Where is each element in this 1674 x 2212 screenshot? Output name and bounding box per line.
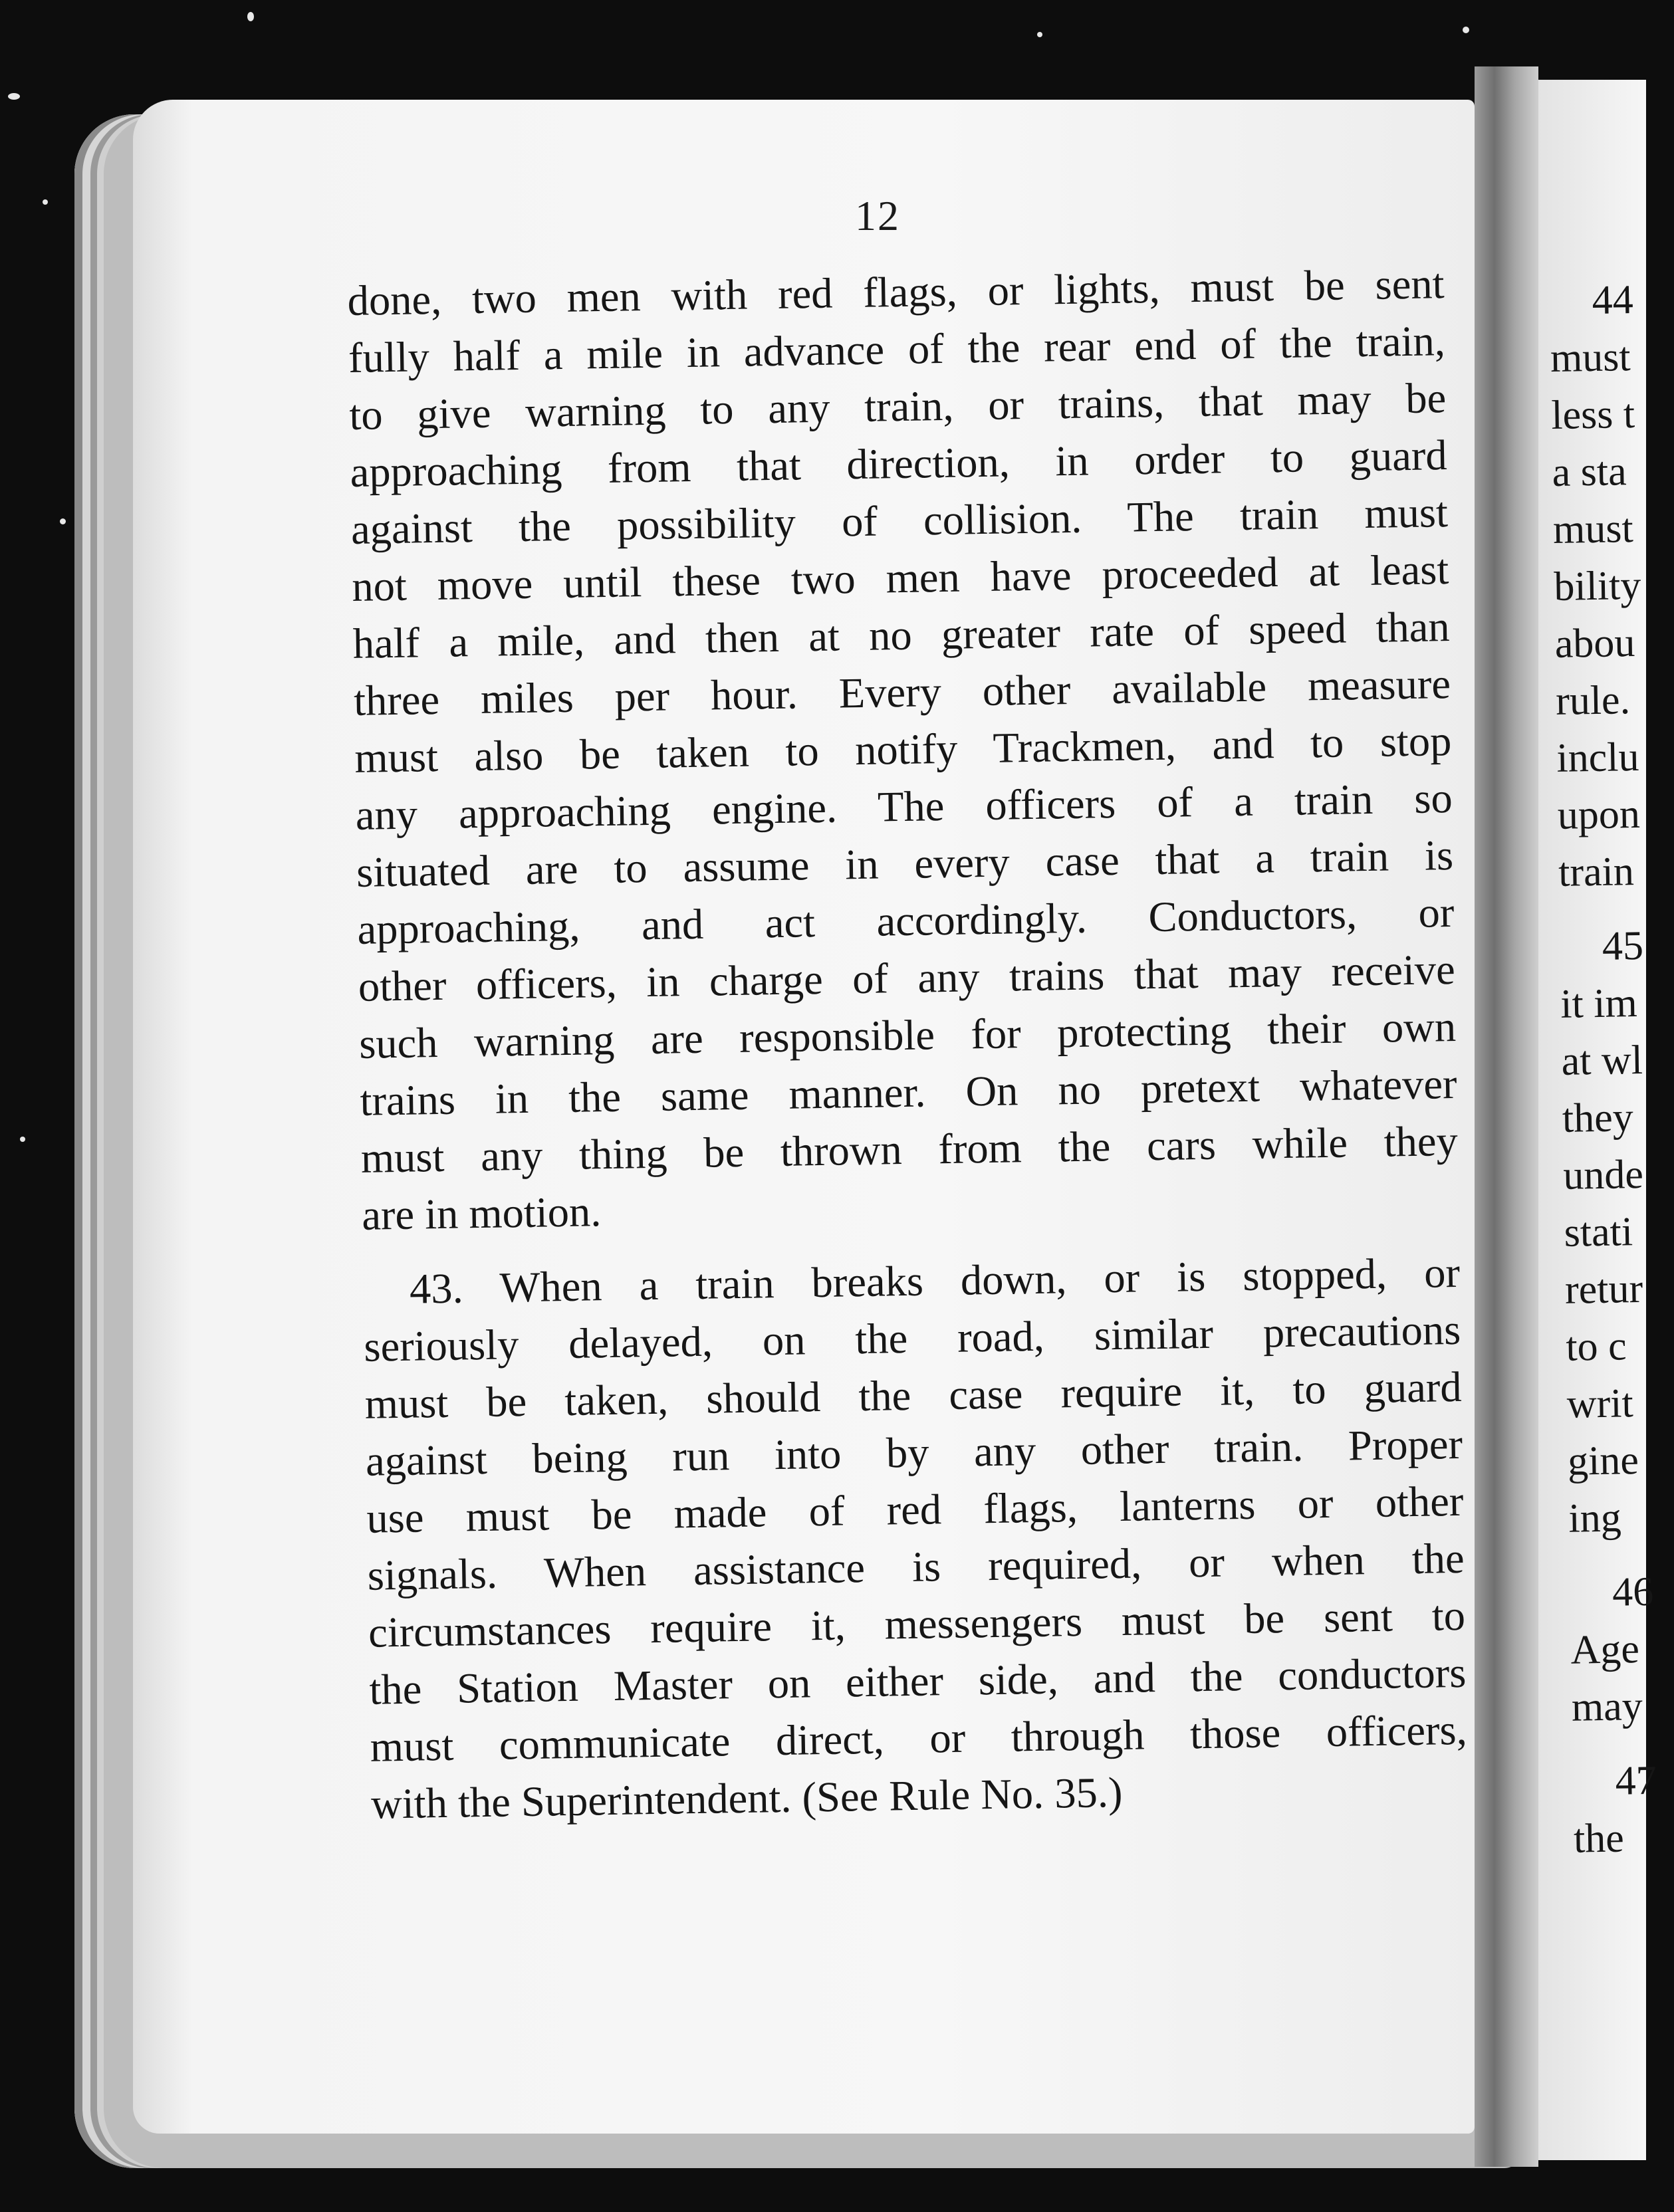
text-line: are in motion.: [361, 1188, 602, 1239]
text-fragment: must: [1552, 506, 1634, 552]
text-line: must any thing be thrown from the cars while they: [360, 1117, 1459, 1182]
text-fragment: inclu: [1556, 734, 1639, 781]
text-fragment: upon: [1557, 791, 1641, 838]
scan-speck: [60, 518, 66, 524]
text-line: to give warning to any train, or trains, that may be: [348, 374, 1447, 439]
text-fragment: rule.: [1555, 677, 1631, 724]
scan-speck: [43, 199, 48, 205]
text-line: three miles per hour. Every other available measure: [353, 660, 1451, 724]
text-line: 43. When a train breaks down, or is stopped, or: [409, 1248, 1461, 1313]
scan-speck: [20, 1137, 25, 1142]
text-line: fully half a mile in advance of the rear end of the train,: [348, 317, 1446, 382]
text-fragment: bility: [1553, 562, 1641, 609]
paragraph-rule-42-continuation: [347, 255, 1459, 1244]
text-fragment: 45: [1602, 923, 1644, 969]
text-line: approaching, and act accordingly. Conductors, or: [356, 888, 1455, 953]
text-line: against being run into by any other train. Proper: [365, 1420, 1463, 1485]
text-fragment: less t: [1550, 391, 1635, 438]
text-fragment: a sta: [1552, 449, 1627, 495]
text-fragment: 46: [1612, 1569, 1654, 1615]
book-gutter: [1475, 66, 1538, 2167]
text-fragment: stati: [1564, 1209, 1633, 1256]
scan-speck: [1037, 32, 1042, 37]
text-line: the Station Master on either side, and the conductors: [368, 1648, 1467, 1714]
text-fragment: they: [1562, 1095, 1634, 1141]
text-line: done, two men with red flags, or lights, must be sent: [347, 260, 1445, 324]
text-line: other officers, in charge of any trains that may receive: [358, 945, 1456, 1010]
text-line: must communicate direct, or through those officers,: [370, 1706, 1468, 1771]
text-line: use must be made of red flags, lanterns or other: [366, 1477, 1464, 1542]
right-paragraph-46: [1570, 1563, 1672, 1735]
text-fragment: retur: [1564, 1266, 1643, 1313]
text-line: approaching from that direction, in order to guard: [350, 431, 1448, 496]
page-number: 12: [855, 192, 900, 239]
text-line: trains in the same manner. On no pretext whatever: [360, 1059, 1457, 1125]
text-line: situated are to assume in every case that a train is: [356, 831, 1454, 896]
text-line: such warning are responsible for protecting their own: [358, 1002, 1457, 1067]
text-fragment: must: [1550, 334, 1631, 381]
text-line: with the Superintendent. (See Rule No. 35.): [370, 1768, 1123, 1828]
text-fragment: gine: [1567, 1438, 1639, 1484]
text-line: against the possibility of collision. The train must: [350, 489, 1449, 553]
text-fragment: 44: [1592, 277, 1634, 323]
text-line: half a mile, and then at no greater rate of speed than: [352, 603, 1451, 667]
text-fragment: writ: [1566, 1381, 1634, 1427]
text-line: any approaching engine. The officers of a train so: [355, 774, 1453, 839]
scan-speck: [247, 12, 254, 21]
right-paragraph-47: [1572, 1751, 1674, 1867]
right-paragraph-45: [1559, 917, 1669, 1547]
scan-speck: [1463, 27, 1469, 33]
text-fragment: unde: [1562, 1151, 1644, 1198]
text-fragment: it im: [1560, 980, 1638, 1027]
text-fragment: the: [1573, 1815, 1625, 1862]
scan-speck: [8, 93, 20, 100]
text-line: seriously delayed, on the road, similar precautions: [363, 1305, 1461, 1371]
text-fragment: at wl: [1561, 1037, 1643, 1084]
right-paragraph-44: [1549, 271, 1659, 901]
text-fragment: train: [1558, 849, 1635, 895]
text-fragment: abou: [1554, 620, 1635, 667]
text-line: circumstances require it, messengers must be sent to: [368, 1591, 1466, 1656]
text-line: not move until these two men have proceeded at least: [351, 546, 1449, 610]
text-fragment: Age: [1570, 1626, 1640, 1673]
text-fragment: may: [1571, 1684, 1643, 1730]
paragraph-rule-43: [362, 1244, 1468, 1833]
left-page-text: [347, 255, 1469, 1833]
text-fragment: to c: [1565, 1323, 1627, 1370]
text-fragment: ing: [1568, 1495, 1622, 1541]
text-line: signals. When assistance is required, or when the: [367, 1534, 1465, 1599]
text-fragment: 47: [1615, 1757, 1657, 1804]
text-line: must also be taken to notify Trackmen, and to stop: [354, 717, 1452, 782]
text-line: must be taken, should the case require it, to guard: [364, 1363, 1463, 1428]
